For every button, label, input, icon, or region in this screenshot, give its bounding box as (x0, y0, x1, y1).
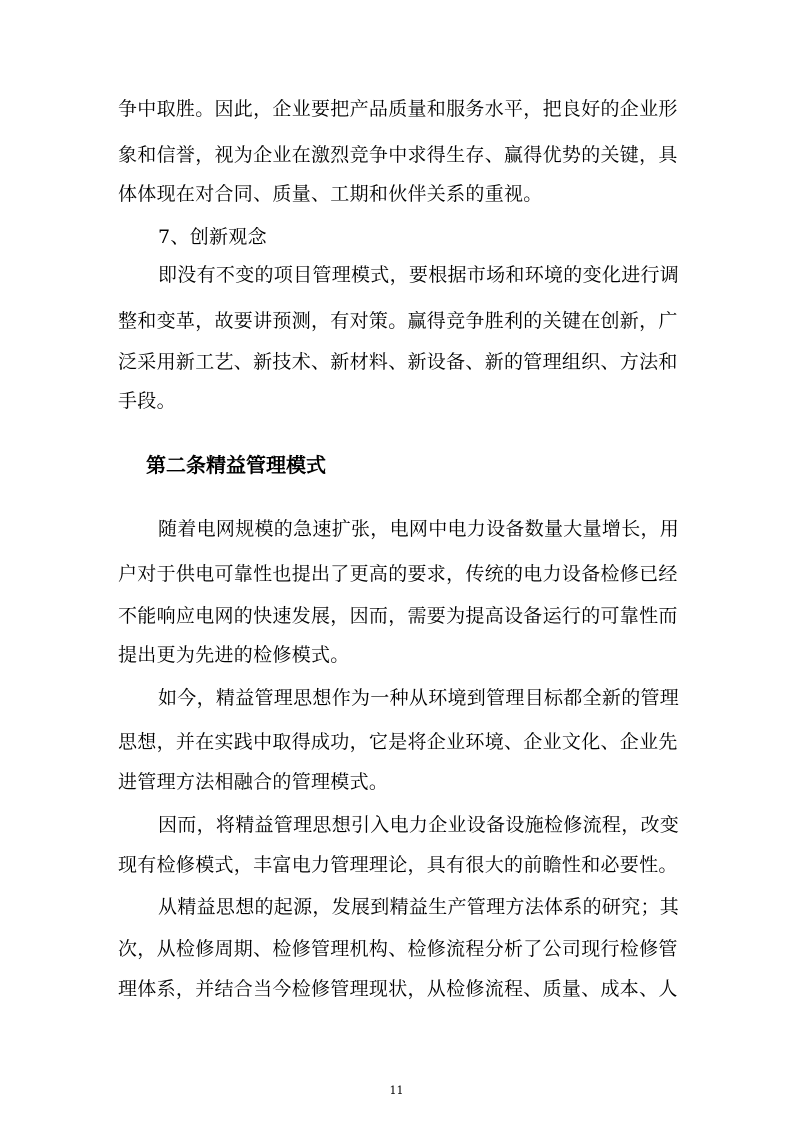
section-item-title: 7、创新观念 (158, 226, 267, 248)
paragraph-line: 泛采用新工艺、新技术、新材料、新设备、新的管理组织、方法和 (118, 351, 678, 373)
paragraph-line: 从精益思想的起源，发展到精益生产管理方法体系的研究；其 (158, 896, 680, 918)
section-heading: 第二条精益管理模式 (146, 453, 326, 477)
paragraph-line: 现有检修模式，丰富电力管理理论，具有很大的前瞻性和必要性。 (118, 854, 678, 876)
paragraph-line: 手段。 (118, 390, 176, 412)
paragraph-line: 次，从检修周期、检修管理机构、检修流程分析了公司现行检修管 (118, 938, 678, 960)
paragraph-line: 即没有不变的项目管理模式，要根据市场和环境的变化进行调 (158, 264, 680, 286)
paragraph-line: 体体现在对合同、质量、工期和伙伴关系的重视。 (118, 183, 543, 205)
paragraph-line: 象和信誉，视为企业在激烈竞争中求得生存、赢得优势的关键，具 (118, 144, 678, 166)
paragraph-line: 整和变革，故要讲预测，有对策。赢得竞争胜利的关键在创新，广 (118, 310, 678, 332)
paragraph-line: 提出更为先进的检修模式。 (118, 644, 350, 666)
paragraph-line: 理体系，并结合当今检修管理现状，从检修流程、质量、成本、人 (118, 978, 678, 1000)
page-number: 11 (389, 1084, 404, 1097)
paragraph-line: 争中取胜。因此，企业要把产品质量和服务水平，把良好的企业形 (118, 98, 678, 120)
paragraph-line: 如今，精益管理思想作为一种从环境到管理目标都全新的管理 (158, 687, 680, 709)
paragraph-line: 随着电网规模的急速扩张，电网中电力设备数量大量增长，用 (158, 518, 680, 540)
paragraph-line: 进管理方法相融合的管理模式。 (118, 771, 389, 793)
paragraph-line: 因而，将精益管理思想引入电力企业设备设施检修流程，改变 (158, 814, 680, 836)
paragraph-line: 思想，并在实践中取得成功，它是将企业环境、企业文化、企业先 (118, 731, 678, 753)
paragraph-line: 户对于供电可靠性也提出了更高的要求，传统的电力设备检修已经 (118, 563, 678, 585)
paragraph-line: 不能响应电网的快速发展，因而，需要为提高设备运行的可靠性而 (118, 605, 678, 627)
